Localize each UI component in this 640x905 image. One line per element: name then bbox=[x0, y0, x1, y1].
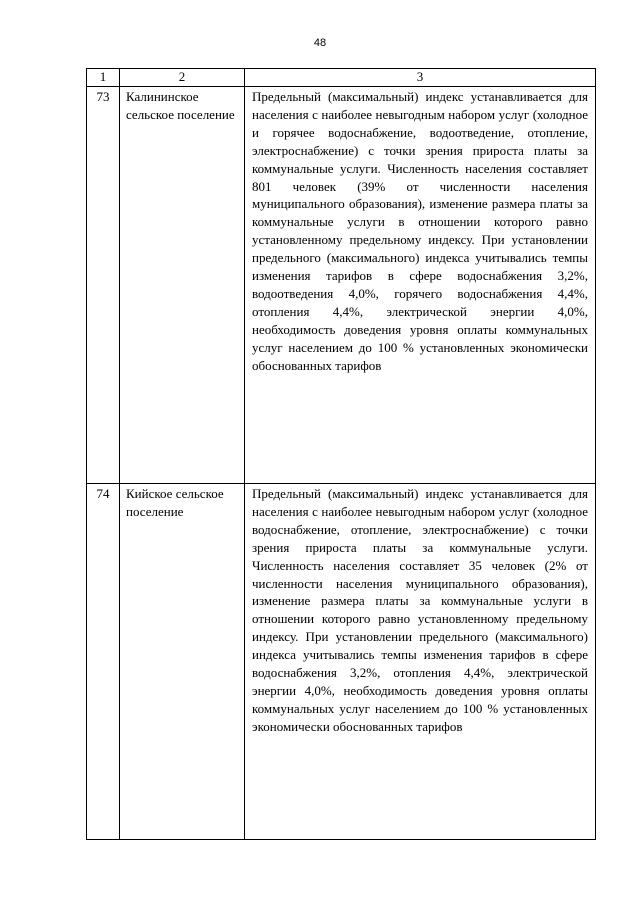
column-header-description: 3 bbox=[245, 69, 596, 87]
settlement-name: Калининское сельское поселение bbox=[120, 87, 245, 484]
table-row bbox=[87, 484, 596, 840]
index-description: Предельный (максимальный) индекс устанавливается для населения с наиболее невыгодным набором услуг (холодное водоснабжение, отопление, электроснабжение) с точки зрения прироста платы за коммунальные услуги. Численность населения составляет 35 человек (2% от численности населения муниципального образования), изменение размера платы за коммунальные услуги в отношении которого равно установленному предельному индексу. При установлении предельного (максимального) индекса учитывались темпы изменения тарифов в сфере водоснабжения 3,2%, отопления 4,4%, электрической энергии 4,0%, необходимость доведения уровня оплаты коммунальных услуг населением до 100 % установленных экономически обоснованных тарифов bbox=[245, 484, 596, 840]
tariff-index-table bbox=[86, 68, 596, 840]
row-number: 74 bbox=[87, 484, 120, 840]
table-row bbox=[87, 87, 596, 484]
table-header-row bbox=[87, 69, 596, 87]
row-number: 73 bbox=[87, 87, 120, 484]
index-description: Предельный (максимальный) индекс устанавливается для населения с наиболее невыгодным набором услуг (холодное и горячее водоснабжение, водоотведение, отопление, электроснабжение) с точки зрения прироста платы за коммунальные услуги. Численность населения составляет 801 человек (39% от численности населения муниципального образования), изменение размера платы за коммунальные услуги в отношении которого равно установленному предельному индексу. При установлении предельного (максимального) индекса учитывались темпы изменения тарифов в сфере водоснабжения 3,2%, водоотведения 4,0%, горячего водоснабжения 4,4%, отопления 4,4%, электрической энергии 4,0%, необходимость доведения уровня оплаты коммунальных услуг населением до 100 % установленных экономически обоснованных тарифов bbox=[245, 87, 596, 484]
page-number: 48 bbox=[313, 37, 327, 49]
column-header-number: 1 bbox=[87, 69, 120, 87]
column-header-settlement: 2 bbox=[120, 69, 245, 87]
settlement-name: Кийское сельское поселение bbox=[120, 484, 245, 840]
